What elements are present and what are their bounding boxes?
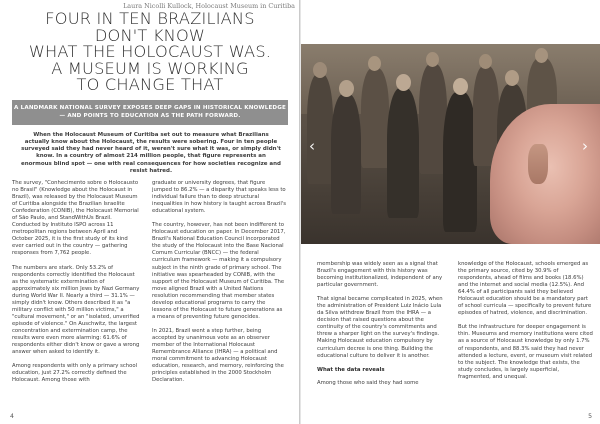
- photo-figure-head: [535, 48, 548, 63]
- body-paragraph: The numbers are stark. Only 53.2% of respondents correctly identified the Holocaust as the systematic extermination of approximately six million Jews by Nazi Germany during World War II. Nearly a third — 31.1% — simply didn't know. Others described it as "a military conflict with 50 million victims," a "cultural movement," or an "isolated, unverified episode of violence." On Auschwitz, the largest concentration and extermination camp, the results were even more alarming: 61.6% of respondents either didn't know or gave a wrong answer when asked to identify it.: [12, 264, 140, 356]
- photo-figure-head: [313, 62, 327, 78]
- museum-exhibit-photo: [301, 44, 600, 244]
- body-paragraph: graduate or university degrees, that figure jumped to 86.2% — a disparity that speaks less to individual failure than to deep structural inequalities in how history is taught across Brazil's educational system.: [152, 180, 287, 215]
- article-column-2: [152, 180, 286, 391]
- chevron-right-icon[interactable]: ›: [582, 137, 588, 155]
- running-head: Laura Nicolli Kullock, Holocaust Museum in Curitiba: [123, 2, 295, 10]
- photo-figure: [361, 68, 389, 168]
- chevron-left-icon[interactable]: ‹: [309, 137, 315, 155]
- lead-paragraph: When the Holocaust Museum of Curitiba set out to measure what Brazilians actually know about the Holocaust, the results were sobering. Four in ten people surveyed said they had never heard of it, weren't sure what it was, or simply didn't know. In a country of almost 214 million people, that figure represents an enormous blind spot — one with real consequences for how societies recognize and resist hatred.: [20, 132, 281, 174]
- headline: [12, 11, 288, 94]
- photo-figure: [443, 92, 477, 232]
- headline-line: TO CHANGE THAT: [76, 75, 224, 95]
- body-paragraph: Among those who said they had some: [317, 379, 419, 386]
- article-column-3: [317, 261, 448, 394]
- headline-line: A MUSEUM IS WORKING: [51, 58, 249, 78]
- body-paragraph: The survey, "Conhecimento sobre o Holocausto no Brasil" (Knowledge about the Holocaust in Brazil), was released by the Holocaust Museum of Curitiba alongside the Brazilian Israelite Confederation (CONIB), the Holocaust Memorial of São Paulo, and StandWithUs Brazil. Conducted by Instituto ISPO across 11 metropolitan regions between April and October 2025, it is the first study of its kind ever carried out in the country — gathering responses from 7,762 people.: [12, 180, 139, 257]
- photo-figure-head: [505, 70, 519, 86]
- right-page: [301, 0, 600, 424]
- body-paragraph: In 2021, Brazil went a step further, being accepted by unanimous vote as an observer member of the International Holocaust Remembrance Alliance (IHRA) — a political and moral commitment to advancing Holocaust education, research, and memory, reinforcing the principles established in the 2000 Stockholm Declaration.: [152, 327, 284, 384]
- photo-figure: [307, 74, 333, 184]
- body-paragraph: The country, however, has not been indifferent to Holocaust education on paper. In December 2017, Brazil's National Education Council incorporated the study of the Holocaust into the Base Nacional Comum Curricular (BNCC) — the federal curriculum framework — making it a compulsory subject in the ninth grade of primary school. The initiative was spearheaded by CONIB, with the support of the Holocaust Museum of Curitiba. The move aligned Brazil with a United Nations resolution recommending that member states develop educational programs to carry the lessons of the Holocaust to future generations as a means of preventing future genocides.: [152, 222, 286, 320]
- body-paragraph: membership was widely seen as a signal that Brazil's engagement with this history was becoming institutionalized, independent of any particular government.: [317, 261, 443, 289]
- photo-figure-head: [396, 74, 411, 91]
- body-paragraph: knowledge of the Holocaust, schools emerged as the primary source, cited by 30.9% of respondents, ahead of films and books (18.6%) and the internet and social media (12.5%). And 64.4% of all participants said they believed Holocaust education should be a mandatory part of school curricula — specifically to prevent future episodes of hatred, violence, and discrimination.: [458, 261, 592, 317]
- body-paragraph: But the infrastructure for deeper engagement is thin. Museums and memory institutions were cited as a source of Holocaust knowledge by only 1.7% of respondents, and 88.3% said they had never attended a lecture, event, or museum visit related to the subject. The knowledge that exists, the study concludes, is largely superficial, fragmented, and unequal.: [458, 324, 593, 380]
- page-number-left: 4: [10, 413, 14, 420]
- headline-line: DON'T KNOW: [94, 25, 206, 45]
- section-subhead: What the data reveals: [317, 366, 385, 373]
- photo-figure-head: [368, 56, 381, 71]
- article-column-1: [12, 180, 140, 391]
- photo-visitor-face: [528, 144, 548, 184]
- article-column-4: [458, 261, 593, 388]
- photo-figure: [331, 94, 361, 214]
- photo-figure-head: [453, 78, 468, 95]
- body-paragraph: That signal became complicated in 2025, when the administration of President Luiz Inácio Lula da Silva withdrew Brazil from the IHRA — a decision that raised questions about the continuity of the country's commitments and threw a sharper light on the survey's findings. Making Holocaust education compulsory by curriculum decree is one thing. Building the educational culture to deliver it is another.: [317, 296, 443, 359]
- left-page: [0, 0, 299, 424]
- headline-line: WHAT THE HOLOCAUST WAS.: [28, 42, 272, 62]
- deck-banner: A LANDMARK NATIONAL SURVEY EXPOSES DEEP GAPS IN HISTORICAL KNOWLEDGE — AND POINTS TO EDUCATION AS THE PATH FORWARD.: [12, 100, 288, 125]
- photo-figure: [387, 88, 419, 218]
- headline-line: FOUR IN TEN BRAZILIANS: [45, 9, 255, 28]
- photo-figure-head: [339, 80, 354, 97]
- body-paragraph: Among respondents with only a primary school education, just 27.2% correctly defined the Holocaust. Among those with: [12, 363, 138, 384]
- photo-figure-head: [479, 54, 492, 69]
- photo-figure-head: [426, 52, 439, 67]
- page-number-right: 5: [588, 413, 592, 420]
